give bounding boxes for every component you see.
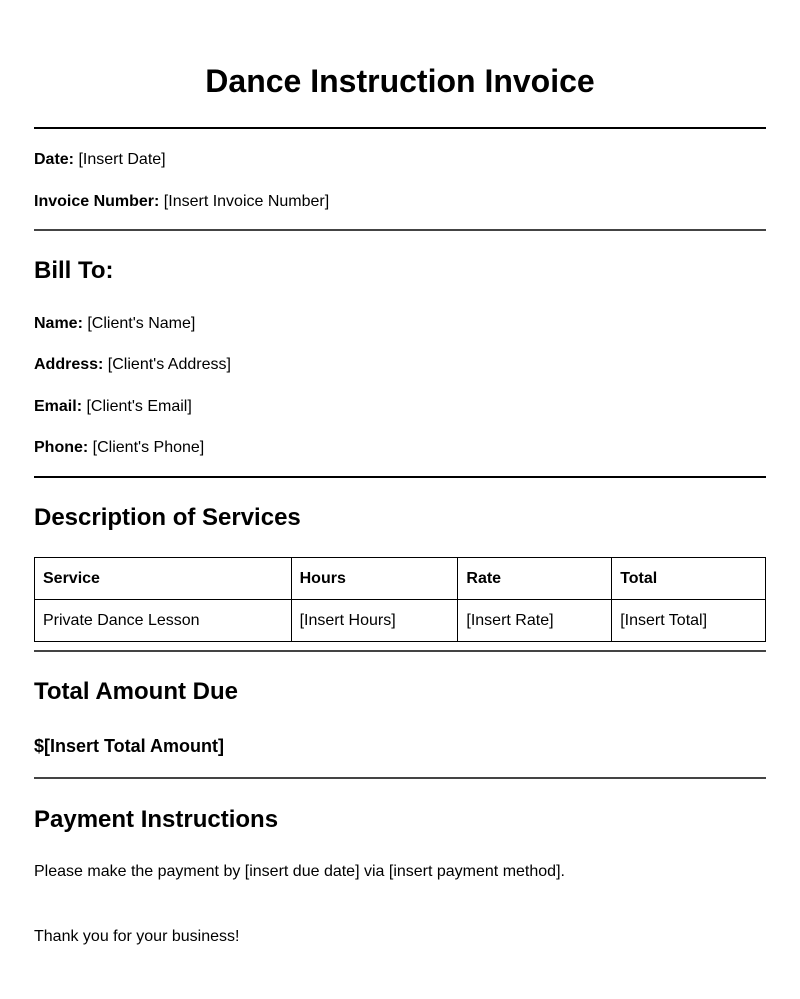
field-label: Phone:	[34, 439, 89, 456]
thank-you-note: Thank you for your business!	[34, 928, 240, 945]
field-label: Address:	[34, 356, 104, 373]
invoice-title: Dance Instruction Invoice	[205, 63, 595, 99]
field-value: [Client's Address]	[103, 356, 231, 373]
services-heading: Description of Services	[34, 504, 301, 531]
invoice-number-value: [Insert Invoice Number]	[159, 193, 330, 210]
invoice-number-line	[34, 192, 329, 212]
total-amount: $[Insert Total Amount]	[34, 736, 224, 756]
divider	[34, 127, 766, 129]
divider	[34, 650, 766, 652]
bill-to-email-line	[34, 397, 192, 417]
field-label: Name:	[34, 315, 83, 332]
divider	[34, 777, 766, 779]
field-value: [Client's Email]	[82, 398, 192, 415]
cell-hours: [Insert Hours]	[291, 600, 458, 642]
bill-to-address-line	[34, 355, 231, 375]
invoice-number-label: Invoice Number:	[34, 193, 160, 210]
date-label: Date:	[34, 151, 75, 168]
field-label: Email:	[34, 398, 83, 415]
table-row	[35, 600, 766, 642]
bill-to-phone-line	[34, 438, 204, 458]
column-header-rate: Rate	[458, 558, 612, 600]
services-table	[34, 557, 766, 642]
field-value: [Client's Phone]	[88, 439, 205, 456]
total-heading: Total Amount Due	[34, 678, 238, 705]
payment-heading: Payment Instructions	[34, 806, 279, 833]
column-header-service: Service	[35, 558, 292, 600]
column-header-total: Total	[612, 558, 766, 600]
bill-to-name-line	[34, 314, 195, 334]
cell-total: [Insert Total]	[612, 600, 766, 642]
divider	[34, 229, 766, 231]
divider	[34, 476, 766, 478]
column-header-hours: Hours	[291, 558, 458, 600]
field-value: [Client's Name]	[82, 315, 196, 332]
payment-instructions: Please make the payment by [insert due date] via [insert payment method].	[34, 863, 565, 880]
date-value: [Insert Date]	[74, 151, 166, 168]
cell-service: Private Dance Lesson	[35, 600, 292, 642]
table-header-row	[35, 558, 766, 600]
date-line	[34, 150, 166, 170]
cell-rate: [Insert Rate]	[458, 600, 612, 642]
bill-to-heading: Bill To:	[34, 257, 114, 284]
